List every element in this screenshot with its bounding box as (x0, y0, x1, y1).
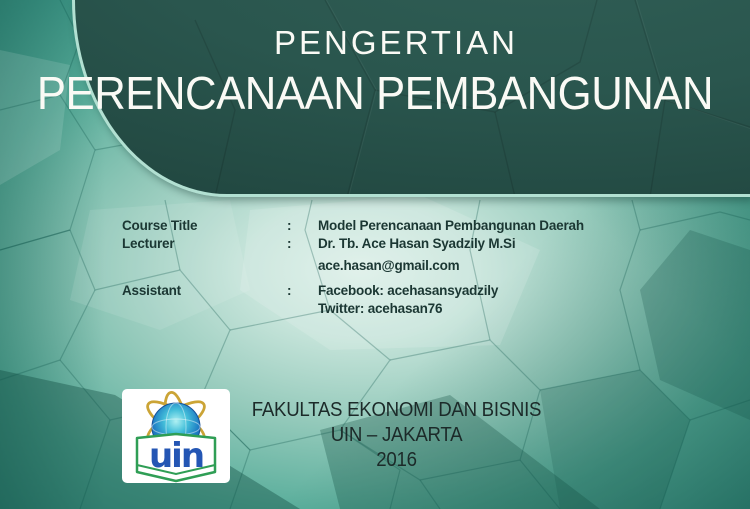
course-row-twitter (122, 300, 662, 318)
university-name: UIN – JAKARTA (330, 423, 463, 446)
slide-title-line-2: PERENCANAAN PEMBANGUNAN (36, 67, 714, 119)
course-info (122, 217, 662, 318)
course-title-colon: : (287, 218, 292, 233)
slide-title-line-1: PENGERTIAN (274, 24, 518, 61)
lecturer-label: Lecturer (122, 236, 175, 251)
lecturer-colon: : (287, 236, 292, 251)
course-title-label: Course Title (122, 218, 198, 233)
year: 2016 (376, 448, 417, 471)
logo-text: uin (148, 436, 204, 476)
assistant-twitter: Twitter: acehasan76 (318, 301, 443, 316)
course-title-value: Model Perencanaan Pembangunan Daerah (318, 218, 584, 233)
course-row-assistant (122, 282, 662, 300)
lecturer-value: Dr. Tb. Ace Hasan Syadzily M.Si (318, 236, 516, 251)
assistant-label: Assistant (122, 283, 181, 298)
faculty-name: FAKULTAS EKONOMI DAN BISNIS (251, 398, 542, 421)
footer (145, 397, 648, 472)
course-row-email (122, 257, 662, 275)
assistant-facebook: Facebook: acehasansyadzily (318, 283, 499, 298)
lecturer-email: ace.hasan@gmail.com (318, 258, 460, 273)
assistant-colon: : (287, 283, 292, 298)
course-row-lecturer (122, 235, 662, 253)
course-row-course-title (122, 217, 662, 235)
